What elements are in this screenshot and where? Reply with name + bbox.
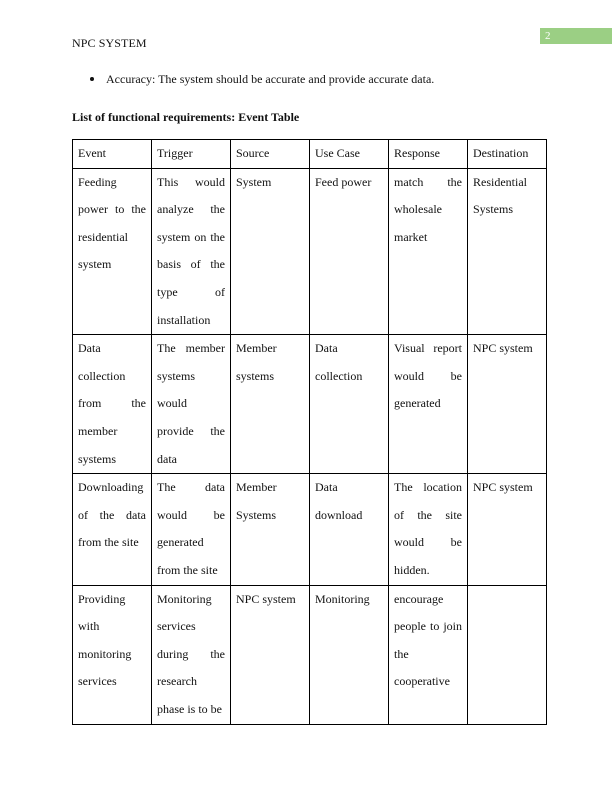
cell-text-line: monitoring bbox=[78, 646, 132, 661]
column-header-use-case: Use Case bbox=[310, 140, 389, 169]
section-heading: List of functional requirements: Event Table bbox=[72, 110, 300, 124]
cell-text-line: of the site bbox=[394, 507, 462, 522]
cell-text-line: would bbox=[157, 396, 187, 411]
cell-text-line: the bbox=[394, 646, 409, 661]
cell-text-line: collection bbox=[315, 368, 363, 383]
table-row bbox=[73, 168, 547, 335]
cell-text-line: would be bbox=[394, 368, 462, 383]
cell-text-line: Downloading bbox=[78, 480, 144, 495]
table-cell-use-case bbox=[310, 585, 389, 724]
table-header-row bbox=[73, 140, 547, 169]
cell-text-line: research bbox=[157, 674, 197, 689]
cell-text-line: during the bbox=[157, 646, 225, 661]
cell-text-line: people to join bbox=[394, 619, 462, 634]
cell-text-line: encourage bbox=[394, 591, 444, 606]
cell-text-line: System bbox=[236, 174, 272, 189]
cell-text-line: Systems bbox=[473, 202, 514, 217]
cell-text-line: services bbox=[78, 674, 117, 689]
table-row bbox=[73, 585, 547, 724]
cell-text-line: services bbox=[157, 619, 196, 634]
column-header-response: Response bbox=[389, 140, 468, 169]
column-header-destination: Destination bbox=[468, 140, 547, 169]
cell-text-line: hidden. bbox=[394, 562, 430, 577]
table-cell-event bbox=[73, 474, 152, 585]
cell-text-line: data bbox=[157, 451, 177, 466]
bullet-text: Accuracy: The system should be accurate and provide accurate data. bbox=[106, 72, 435, 86]
table-cell-use-case bbox=[310, 474, 389, 585]
cell-text-line: with bbox=[78, 619, 100, 634]
cell-text-line: The location bbox=[394, 480, 462, 495]
cell-text-line: provide the bbox=[157, 423, 225, 438]
table-cell-response bbox=[389, 474, 468, 585]
cell-text-line: This would bbox=[157, 174, 225, 189]
event-table bbox=[72, 139, 547, 725]
page-number-badge bbox=[540, 28, 612, 44]
cell-text-line: Providing bbox=[78, 591, 126, 606]
cell-text-line: generated bbox=[394, 396, 441, 411]
cell-text-line: The data bbox=[157, 480, 225, 495]
cell-text-line: NPC system bbox=[473, 341, 533, 356]
table-cell-event bbox=[73, 168, 152, 335]
cell-text-line: from the site bbox=[78, 535, 139, 550]
cell-text-line: systems bbox=[78, 451, 117, 466]
running-header-title: NPC SYSTEM bbox=[72, 36, 147, 50]
cell-text-line: match the bbox=[394, 174, 462, 189]
table-cell-trigger bbox=[152, 585, 231, 724]
cell-text-line: wholesale bbox=[394, 202, 442, 217]
table-cell-response bbox=[389, 335, 468, 474]
cell-text-line: Member bbox=[236, 341, 277, 356]
cell-text-line: phase is to be bbox=[157, 701, 222, 716]
cell-text-line: Systems bbox=[236, 507, 277, 522]
table-cell-use-case bbox=[310, 335, 389, 474]
table-cell-destination bbox=[468, 474, 547, 585]
cell-text-line: of the data bbox=[78, 507, 146, 522]
cell-text-line: Feeding bbox=[78, 174, 117, 189]
table-cell-source bbox=[231, 474, 310, 585]
table-cell-event bbox=[73, 585, 152, 724]
cell-text-line: NPC system bbox=[473, 480, 533, 495]
table-cell-trigger bbox=[152, 168, 231, 335]
cell-text-line: member bbox=[78, 423, 118, 438]
table-cell-response bbox=[389, 585, 468, 724]
cell-text-line: systems bbox=[157, 368, 196, 383]
cell-text-line: type of bbox=[157, 284, 225, 299]
column-header-event: Event bbox=[73, 140, 152, 169]
cell-text-line: NPC system bbox=[236, 591, 296, 606]
cell-text-line: The member bbox=[157, 341, 225, 356]
cell-text-line: market bbox=[394, 229, 428, 244]
cell-text-line: residential bbox=[78, 229, 128, 244]
bullet-icon bbox=[90, 77, 94, 81]
table-cell-source bbox=[231, 585, 310, 724]
cell-text-line: Data bbox=[78, 341, 101, 356]
table-cell-trigger bbox=[152, 335, 231, 474]
table-cell-response bbox=[389, 168, 468, 335]
table-cell-source bbox=[231, 168, 310, 335]
cell-text-line: Visual report bbox=[394, 341, 462, 356]
table-cell-source bbox=[231, 335, 310, 474]
cell-text-line: from the site bbox=[157, 562, 218, 577]
cell-text-line: system bbox=[78, 257, 112, 272]
cell-text-line: generated bbox=[157, 535, 204, 550]
table-cell-trigger bbox=[152, 474, 231, 585]
page-number: 2 bbox=[545, 30, 551, 42]
column-header-trigger: Trigger bbox=[152, 140, 231, 169]
table-cell-destination bbox=[468, 585, 547, 724]
bullet-item-accuracy bbox=[90, 71, 434, 87]
table-cell-use-case bbox=[310, 168, 389, 335]
cell-text-line: power to the bbox=[78, 202, 146, 217]
cell-text-line: collection bbox=[78, 368, 126, 383]
cell-text-line: Member bbox=[236, 480, 277, 495]
column-header-source: Source bbox=[231, 140, 310, 169]
cell-text-line: Data bbox=[315, 341, 338, 356]
table-cell-event bbox=[73, 335, 152, 474]
cell-text-line: systems bbox=[236, 368, 275, 383]
cell-text-line: would be bbox=[394, 535, 462, 550]
cell-text-line: download bbox=[315, 507, 363, 522]
table-row bbox=[73, 474, 547, 585]
cell-text-line: Monitoring bbox=[157, 591, 212, 606]
cell-text-line: installation bbox=[157, 312, 211, 327]
table-cell-destination bbox=[468, 335, 547, 474]
cell-text-line: Residential bbox=[473, 174, 527, 189]
cell-text-line: analyze the bbox=[157, 202, 225, 217]
cell-text-line: Feed power bbox=[315, 174, 372, 189]
cell-text-line: from the bbox=[78, 396, 146, 411]
cell-text-line: Monitoring bbox=[315, 591, 370, 606]
cell-text-line: basis of the bbox=[157, 257, 225, 272]
cell-text-line: would be bbox=[157, 507, 225, 522]
cell-text-line: cooperative bbox=[394, 674, 450, 689]
table-cell-destination bbox=[468, 168, 547, 335]
cell-text-line: system on the bbox=[157, 229, 225, 244]
table-row bbox=[73, 335, 547, 474]
cell-text-line: Data bbox=[315, 480, 338, 495]
